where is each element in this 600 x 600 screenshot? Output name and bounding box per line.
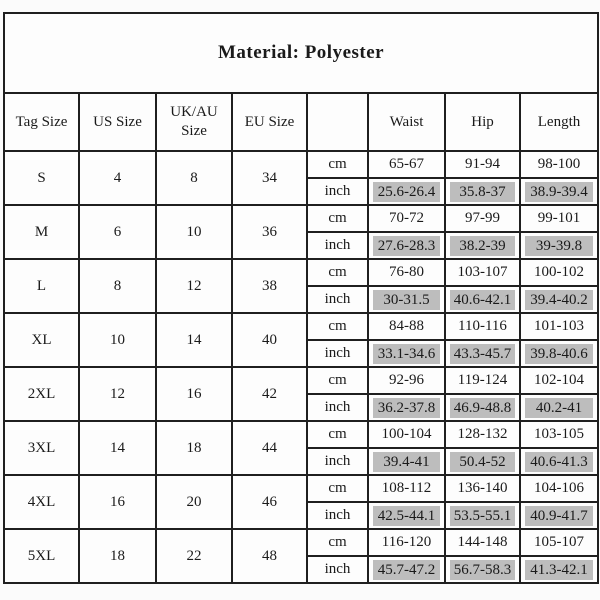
highlighted-value: 40.6-42.1 — [450, 290, 515, 310]
unit-cell: cm — [307, 475, 368, 502]
eu-size-cell: 34 — [232, 151, 307, 205]
unit-cell: inch — [307, 448, 368, 475]
unit-cell: cm — [307, 421, 368, 448]
us-size-cell: 18 — [79, 529, 156, 583]
waist-inch-cell — [368, 502, 445, 529]
hip-inch-cell — [445, 556, 520, 583]
table-row — [4, 259, 598, 286]
col-header-eu-size: EU Size — [232, 93, 307, 151]
highlighted-value: 33.1-34.6 — [373, 344, 440, 364]
us-size-cell: 10 — [79, 313, 156, 367]
highlighted-value: 56.7-58.3 — [450, 560, 515, 580]
highlighted-value: 38.9-39.4 — [525, 182, 593, 202]
hip-inch-cell — [445, 394, 520, 421]
length-inch-cell — [520, 286, 598, 313]
waist-cm-cell: 92-96 — [368, 367, 445, 394]
table-row — [4, 13, 598, 93]
highlighted-value: 39-39.8 — [525, 236, 593, 256]
col-header-us-size: US Size — [79, 93, 156, 151]
hip-inch-cell — [445, 178, 520, 205]
table-row — [4, 475, 598, 502]
waist-cm-cell: 100-104 — [368, 421, 445, 448]
col-header-waist: Waist — [368, 93, 445, 151]
table-row — [4, 529, 598, 556]
eu-size-cell: 36 — [232, 205, 307, 259]
eu-size-cell: 38 — [232, 259, 307, 313]
hip-inch-cell — [445, 286, 520, 313]
highlighted-value: 43.3-45.7 — [450, 344, 515, 364]
tag-size-cell: L — [4, 259, 79, 313]
highlighted-value: 27.6-28.3 — [373, 236, 440, 256]
uk-au-size-cell: 18 — [156, 421, 232, 475]
length-cm-cell: 100-102 — [520, 259, 598, 286]
eu-size-cell: 40 — [232, 313, 307, 367]
length-inch-cell — [520, 178, 598, 205]
waist-inch-cell — [368, 232, 445, 259]
highlighted-value: 35.8-37 — [450, 182, 515, 202]
tag-size-cell: 2XL — [4, 367, 79, 421]
waist-inch-cell — [368, 178, 445, 205]
us-size-cell: 8 — [79, 259, 156, 313]
hip-cm-cell: 144-148 — [445, 529, 520, 556]
unit-cell: inch — [307, 286, 368, 313]
length-inch-cell — [520, 502, 598, 529]
us-size-cell: 16 — [79, 475, 156, 529]
uk-au-size-cell: 12 — [156, 259, 232, 313]
length-inch-cell — [520, 394, 598, 421]
tag-size-cell: 4XL — [4, 475, 79, 529]
unit-cell: cm — [307, 259, 368, 286]
unit-cell: inch — [307, 340, 368, 367]
table-row — [4, 205, 598, 232]
hip-inch-cell — [445, 340, 520, 367]
hip-inch-cell — [445, 448, 520, 475]
highlighted-value: 25.6-26.4 — [373, 182, 440, 202]
hip-inch-cell — [445, 502, 520, 529]
unit-cell: cm — [307, 367, 368, 394]
length-inch-cell — [520, 448, 598, 475]
uk-au-size-cell: 20 — [156, 475, 232, 529]
unit-cell: cm — [307, 529, 368, 556]
tag-size-cell: 5XL — [4, 529, 79, 583]
unit-cell: cm — [307, 205, 368, 232]
col-header-hip: Hip — [445, 93, 520, 151]
length-cm-cell: 101-103 — [520, 313, 598, 340]
waist-inch-cell — [368, 556, 445, 583]
hip-cm-cell: 97-99 — [445, 205, 520, 232]
highlighted-value: 30-31.5 — [373, 290, 440, 310]
length-inch-cell — [520, 340, 598, 367]
col-header-length: Length — [520, 93, 598, 151]
col-header-uk-au-size: UK/AU Size — [156, 93, 232, 151]
col-header-unit — [307, 93, 368, 151]
uk-au-size-cell: 16 — [156, 367, 232, 421]
length-cm-cell: 102-104 — [520, 367, 598, 394]
us-size-cell: 4 — [79, 151, 156, 205]
size-chart-table — [3, 12, 599, 584]
unit-cell: inch — [307, 556, 368, 583]
waist-cm-cell: 65-67 — [368, 151, 445, 178]
length-inch-cell — [520, 556, 598, 583]
unit-cell: inch — [307, 232, 368, 259]
length-cm-cell: 105-107 — [520, 529, 598, 556]
uk-au-size-cell: 8 — [156, 151, 232, 205]
table-row — [4, 151, 598, 178]
unit-cell: cm — [307, 313, 368, 340]
table-header-row — [4, 93, 598, 151]
length-cm-cell: 99-101 — [520, 205, 598, 232]
hip-inch-cell — [445, 232, 520, 259]
highlighted-value: 40.6-41.3 — [525, 452, 593, 472]
highlighted-value: 40.2-41 — [525, 398, 593, 418]
tag-size-cell: XL — [4, 313, 79, 367]
hip-cm-cell: 119-124 — [445, 367, 520, 394]
tag-size-cell: S — [4, 151, 79, 205]
waist-cm-cell: 70-72 — [368, 205, 445, 232]
length-inch-cell — [520, 232, 598, 259]
uk-au-size-cell: 14 — [156, 313, 232, 367]
eu-size-cell: 48 — [232, 529, 307, 583]
waist-cm-cell: 108-112 — [368, 475, 445, 502]
hip-cm-cell: 110-116 — [445, 313, 520, 340]
highlighted-value: 36.2-37.8 — [373, 398, 440, 418]
unit-cell: inch — [307, 502, 368, 529]
highlighted-value: 41.3-42.1 — [525, 560, 593, 580]
tag-size-cell: M — [4, 205, 79, 259]
length-cm-cell: 98-100 — [520, 151, 598, 178]
highlighted-value: 46.9-48.8 — [450, 398, 515, 418]
us-size-cell: 14 — [79, 421, 156, 475]
highlighted-value: 39.8-40.6 — [525, 344, 593, 364]
highlighted-value: 42.5-44.1 — [373, 506, 440, 526]
us-size-cell: 12 — [79, 367, 156, 421]
table-row — [4, 313, 598, 340]
waist-inch-cell — [368, 286, 445, 313]
table-row — [4, 367, 598, 394]
highlighted-value: 38.2-39 — [450, 236, 515, 256]
tag-size-cell: 3XL — [4, 421, 79, 475]
uk-au-size-cell: 10 — [156, 205, 232, 259]
uk-au-size-cell: 22 — [156, 529, 232, 583]
highlighted-value: 53.5-55.1 — [450, 506, 515, 526]
eu-size-cell: 42 — [232, 367, 307, 421]
hip-cm-cell: 128-132 — [445, 421, 520, 448]
table-row — [4, 421, 598, 448]
highlighted-value: 40.9-41.7 — [525, 506, 593, 526]
unit-cell: inch — [307, 394, 368, 421]
waist-inch-cell — [368, 340, 445, 367]
highlighted-value: 45.7-47.2 — [373, 560, 440, 580]
hip-cm-cell: 91-94 — [445, 151, 520, 178]
highlighted-value: 50.4-52 — [450, 452, 515, 472]
waist-inch-cell — [368, 448, 445, 475]
waist-cm-cell: 76-80 — [368, 259, 445, 286]
material-title: Material: Polyester — [4, 13, 598, 93]
highlighted-value: 39.4-40.2 — [525, 290, 593, 310]
eu-size-cell: 44 — [232, 421, 307, 475]
us-size-cell: 6 — [79, 205, 156, 259]
unit-cell: inch — [307, 178, 368, 205]
length-cm-cell: 104-106 — [520, 475, 598, 502]
highlighted-value: 39.4-41 — [373, 452, 440, 472]
hip-cm-cell: 103-107 — [445, 259, 520, 286]
col-header-tag-size: Tag Size — [4, 93, 79, 151]
waist-cm-cell: 116-120 — [368, 529, 445, 556]
waist-cm-cell: 84-88 — [368, 313, 445, 340]
eu-size-cell: 46 — [232, 475, 307, 529]
unit-cell: cm — [307, 151, 368, 178]
hip-cm-cell: 136-140 — [445, 475, 520, 502]
length-cm-cell: 103-105 — [520, 421, 598, 448]
waist-inch-cell — [368, 394, 445, 421]
